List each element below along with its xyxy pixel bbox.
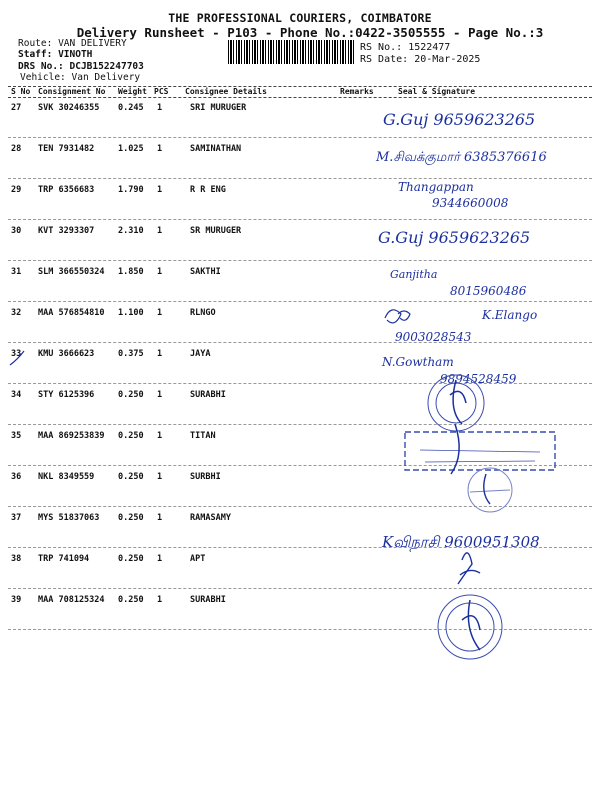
col-consignment: Consignment No <box>38 87 106 96</box>
vehicle-line <box>20 72 140 83</box>
signature-row-31-phone: 8015960486 <box>450 284 527 298</box>
cell-sno: 34 <box>11 390 22 400</box>
cell-pcs: 1 <box>157 431 163 441</box>
row-divider <box>8 137 592 138</box>
cell-pcs: 1 <box>157 595 163 605</box>
signature-row-37: Kவிநாசி 9600951308 <box>382 533 540 551</box>
cell-pcs: 1 <box>157 144 163 154</box>
col-weight: Weight <box>118 87 147 96</box>
company-name: THE PROFESSIONAL COURIERS, COIMBATORE <box>168 11 432 25</box>
signature-row-32-phone: 9003028543 <box>395 330 472 344</box>
signature-row-27: G.Guj 9659623265 <box>383 110 536 129</box>
col-pcs: PCS <box>154 87 169 96</box>
row-divider <box>8 424 592 425</box>
cell-consignment-no: TRP 741094 <box>38 554 90 564</box>
cell-consignee: TITAN <box>190 431 216 441</box>
row-divider <box>8 301 592 302</box>
row-divider <box>8 629 592 630</box>
staff-line <box>18 49 92 60</box>
cell-consignment-no: MYS 51837063 <box>38 513 100 523</box>
cell-sno: 35 <box>11 431 22 441</box>
cell-consignee: R R ENG <box>190 185 226 195</box>
row-divider <box>8 588 592 589</box>
cell-weight: 0.375 <box>118 349 144 359</box>
cell-consignee: RLNGO <box>190 308 216 318</box>
drs-value: DCJB152247703 <box>69 61 144 72</box>
signature-row-33-phone: 9894528459 <box>440 372 517 386</box>
cell-consignment-no: MAA 576854810 <box>38 308 105 318</box>
table-row <box>0 468 600 508</box>
cell-sno: 31 <box>11 267 22 277</box>
cell-consignment-no: SVK 30246355 <box>38 103 100 113</box>
cell-consignee: SURBHI <box>190 472 221 482</box>
header-bottom-rule <box>8 97 592 98</box>
table-row <box>0 386 600 426</box>
signature-row-32-name: K.Elango <box>482 308 538 322</box>
signature-row-33-name: N.Gowtham <box>382 355 454 369</box>
cell-weight: 1.025 <box>118 144 144 154</box>
route-value: VAN DELIVERY <box>58 38 127 49</box>
row-divider <box>8 465 592 466</box>
row-divider <box>8 260 592 261</box>
rs-no-label: RS No.: <box>360 42 403 53</box>
cell-weight: 0.250 <box>118 431 144 441</box>
cell-pcs: 1 <box>157 103 163 113</box>
signature-row-28: M.சிவக்குமார் 6385376616 <box>376 150 547 165</box>
cell-pcs: 1 <box>157 390 163 400</box>
cell-weight: 1.790 <box>118 185 144 195</box>
cell-consignment-no: MAA 869253839 <box>38 431 105 441</box>
cell-sno: 39 <box>11 595 22 605</box>
cell-sno: 38 <box>11 554 22 564</box>
cell-consignee: SAKTHI <box>190 267 221 277</box>
cell-consignee: SURABHI <box>190 595 226 605</box>
row-divider <box>8 506 592 507</box>
table-row <box>0 181 600 221</box>
cell-consignment-no: SLM 366550324 <box>38 267 105 277</box>
cell-pcs: 1 <box>157 267 163 277</box>
cell-weight: 1.850 <box>118 267 144 277</box>
table-row <box>0 550 600 590</box>
cell-consignee: RAMASAMY <box>190 513 231 523</box>
route-line <box>18 38 127 49</box>
rs-date-label: RS Date: <box>360 54 409 65</box>
cell-weight: 0.245 <box>118 103 144 113</box>
cell-consignment-no: MAA 708125324 <box>38 595 105 605</box>
staff-label: Staff: <box>18 49 53 60</box>
cell-pcs: 1 <box>157 513 163 523</box>
cell-sno: 33 <box>11 349 22 359</box>
cell-consignee: SAMINATHAN <box>190 144 242 154</box>
table-row <box>0 427 600 467</box>
cell-consignee: SURABHI <box>190 390 226 400</box>
cell-weight: 0.250 <box>118 472 144 482</box>
cell-consignment-no: KVT 3293307 <box>38 226 95 236</box>
cell-weight: 0.250 <box>118 390 144 400</box>
rs-no-value: 1522477 <box>408 42 451 53</box>
cell-sno: 28 <box>11 144 22 154</box>
cell-pcs: 1 <box>157 308 163 318</box>
cell-weight: 0.250 <box>118 554 144 564</box>
staff-value: VINOTH <box>58 49 93 60</box>
table-row <box>0 591 600 631</box>
route-label: Route: <box>18 38 53 49</box>
cell-sno: 32 <box>11 308 22 318</box>
cell-weight: 0.250 <box>118 595 144 605</box>
cell-consignment-no: TRP 6356683 <box>38 185 95 195</box>
rs-no-line <box>360 42 450 53</box>
cell-consignee: JAYA <box>190 349 211 359</box>
cell-consignee: APT <box>190 554 206 564</box>
cell-pcs: 1 <box>157 349 163 359</box>
cell-weight: 2.310 <box>118 226 144 236</box>
col-signature: Seal & Signature <box>398 87 476 96</box>
signature-row-29-phone: 9344660008 <box>432 196 509 210</box>
cell-consignment-no: STY 6125396 <box>38 390 95 400</box>
cell-consignment-no: KMU 3666623 <box>38 349 95 359</box>
cell-pcs: 1 <box>157 226 163 236</box>
cell-consignee: SRI MURUGER <box>190 103 247 113</box>
col-sno: S No <box>11 87 31 96</box>
cell-consignee: SR MURUGER <box>190 226 242 236</box>
cell-pcs: 1 <box>157 554 163 564</box>
header-top-rule <box>8 86 592 87</box>
cell-weight: 0.250 <box>118 513 144 523</box>
signature-row-31-name: Ganjitha <box>390 268 438 281</box>
cell-consignment-no: TEN 7931482 <box>38 144 95 154</box>
cell-sno: 36 <box>11 472 22 482</box>
vehicle-label: Vehicle: <box>20 72 66 83</box>
cell-consignment-no: NKL 8349559 <box>38 472 95 482</box>
row-divider <box>8 342 592 343</box>
drs-label: DRS No.: <box>18 61 64 72</box>
cell-pcs: 1 <box>157 472 163 482</box>
cell-sno: 37 <box>11 513 22 523</box>
rs-date-value: 20-Mar-2025 <box>414 54 481 65</box>
rs-date-line <box>360 54 480 65</box>
row-divider <box>8 178 592 179</box>
col-remarks: Remarks <box>340 87 374 96</box>
col-consignee: Consignee Details <box>185 87 267 96</box>
runsheet-title: Delivery Runsheet - P103 - Phone No.:0422-3505555 - Page No.:3 <box>76 25 544 40</box>
cell-pcs: 1 <box>157 185 163 195</box>
barcode <box>228 40 354 64</box>
row-divider <box>8 219 592 220</box>
cell-sno: 30 <box>11 226 22 236</box>
drs-line <box>18 61 144 72</box>
cell-sno: 29 <box>11 185 22 195</box>
vehicle-value: Van Delivery <box>71 72 141 83</box>
signature-row-30: G.Guj 9659623265 <box>378 228 531 247</box>
signature-row-29-name: Thangappan <box>398 180 474 194</box>
cell-sno: 27 <box>11 103 22 113</box>
cell-weight: 1.100 <box>118 308 144 318</box>
